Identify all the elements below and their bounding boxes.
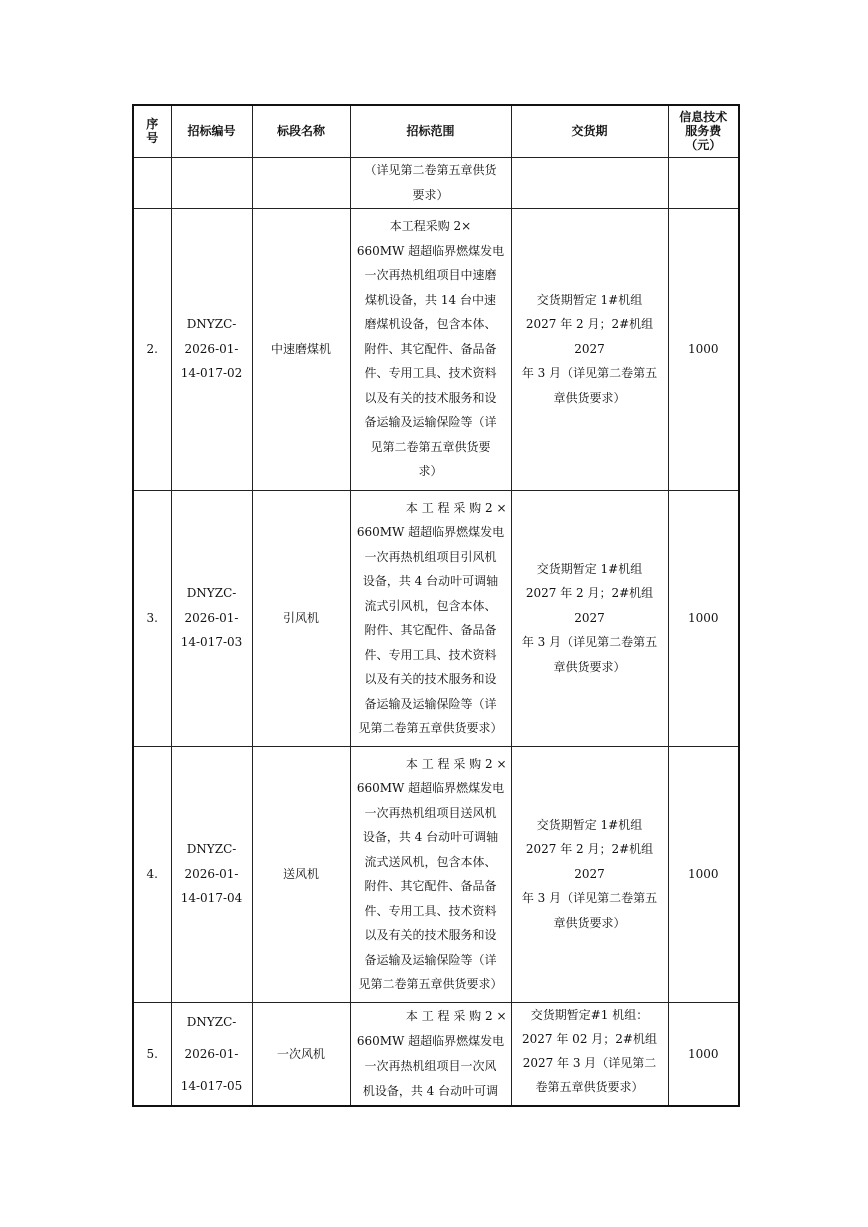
row-delivery-line: 交货期暂定 1#机组 bbox=[536, 561, 643, 576]
header-fee bbox=[668, 105, 739, 157]
row-scope-line: 附件、其它配件、备品备 bbox=[364, 341, 497, 356]
row-delivery-line: 2027 年 2 月；2#机组 2027 bbox=[525, 842, 654, 881]
row-scope-line: 以及有关的技术服务和设 bbox=[364, 672, 497, 686]
cont-scope-line: （详见第二卷第五章供货 bbox=[364, 163, 497, 177]
row-scope-line: 附件、其它配件、备品备 bbox=[364, 879, 497, 893]
header-no-line: 号 bbox=[146, 131, 159, 146]
row-scope bbox=[350, 208, 511, 490]
row-code-line: DNYZC- bbox=[186, 842, 237, 857]
row-delivery-line: 交货期暂定#1 机组： bbox=[530, 1007, 649, 1022]
row-scope-line: 一次再热机组项目中速磨 bbox=[364, 268, 497, 283]
header-code: 招标编号 bbox=[171, 105, 252, 157]
row-delivery-line: 章供货要求） bbox=[553, 915, 626, 930]
row-delivery bbox=[511, 490, 668, 746]
row-scope-line: 备运输及运输保险等（详 bbox=[364, 696, 497, 711]
header-fee-line: （元） bbox=[685, 138, 722, 153]
row-scope-line: 机设备，共 4 台动叶可调 bbox=[362, 1083, 499, 1098]
header-fee-line: 信息技术 bbox=[679, 110, 728, 125]
row-code-line: DNYZC- bbox=[186, 586, 237, 601]
row-scope-line: 件、专用工具、技术资料 bbox=[364, 903, 497, 918]
row-scope-line: 本工程采购 2× bbox=[389, 219, 472, 234]
row-code bbox=[171, 746, 252, 1002]
row-delivery-line: 年 3 月（详见第二卷第五 bbox=[521, 366, 658, 381]
header-no-line: 序 bbox=[146, 117, 159, 132]
row-scope-line: 备运输及运输保险等（详 bbox=[364, 952, 497, 967]
row-name: 一次风机 bbox=[252, 1002, 350, 1106]
row-delivery-line: 交货期暂定 1#机组 bbox=[536, 817, 643, 832]
row-code bbox=[171, 490, 252, 746]
row-name: 引风机 bbox=[252, 490, 350, 746]
row-delivery bbox=[511, 746, 668, 1002]
row-scope-line: 一次再热机组项目送风机 bbox=[364, 805, 497, 820]
row-code-line: 2026-01- bbox=[184, 1046, 239, 1061]
row-scope-line: 流式引风机，包含本体、 bbox=[364, 598, 497, 613]
header-fee-line: 服务费 bbox=[685, 124, 722, 139]
row-delivery bbox=[511, 208, 668, 490]
cont-scope-line: 要求） bbox=[412, 187, 449, 202]
row-code-line: 14-017-02 bbox=[180, 366, 243, 381]
row-fee: 1000 bbox=[668, 1002, 739, 1106]
row-code bbox=[171, 208, 252, 490]
row-code-line: 2026-01- bbox=[184, 341, 239, 356]
row-scope-line: 件、专用工具、技术资料 bbox=[364, 366, 497, 381]
row-scope-line: 见第二卷第五章供货要 bbox=[370, 439, 491, 454]
cont-delivery bbox=[511, 157, 668, 208]
row-scope-line: 本 工 程 采 购 2 × bbox=[405, 756, 507, 771]
cont-scope bbox=[350, 157, 511, 208]
row-scope-line: 煤机设备，共 14 台中速 bbox=[365, 292, 496, 307]
row-scope-line: 设备，共 4 台动叶可调轴 bbox=[362, 830, 499, 844]
row-fee: 1000 bbox=[668, 208, 739, 490]
row-scope-line: 660MW 超超临界燃煤发电 bbox=[356, 525, 505, 539]
bid-table bbox=[132, 104, 740, 1107]
row-scope-line: 见第二卷第五章供货要求） bbox=[358, 977, 503, 991]
row-no: 3. bbox=[133, 490, 171, 746]
row-scope-line: 660MW 超超临界燃煤发电 bbox=[356, 781, 505, 795]
header-delivery: 交货期 bbox=[511, 105, 668, 157]
row-delivery-line: 交货期暂定 1#机组 bbox=[536, 292, 643, 307]
header-row bbox=[133, 105, 739, 157]
row-delivery-line: 卷第五章供货要求） bbox=[535, 1079, 644, 1094]
row-code-line: 2026-01- bbox=[184, 610, 239, 625]
cont-name bbox=[252, 157, 350, 208]
row-scope-line: 设备，共 4 台动叶可调轴 bbox=[362, 574, 499, 588]
row-code-line: DNYZC- bbox=[186, 1014, 237, 1029]
row-delivery-line: 2027 年 2 月；2#机组 2027 bbox=[525, 586, 654, 625]
row-code-line: DNYZC- bbox=[186, 317, 237, 332]
row-delivery-line: 2027 年 02 月；2#机组 bbox=[522, 1031, 657, 1046]
row-no: 5. bbox=[133, 1002, 171, 1106]
row-scope-line: 一次再热机组项目一次风 bbox=[364, 1058, 497, 1073]
row-no: 4. bbox=[133, 746, 171, 1002]
row-delivery-line: 2027 年 2 月；2#机组 2027 bbox=[525, 317, 654, 356]
cont-no bbox=[133, 157, 171, 208]
row-no: 2. bbox=[133, 208, 171, 490]
row-scope-line: 件、专用工具、技术资料 bbox=[364, 647, 497, 662]
row-delivery bbox=[511, 1002, 668, 1106]
row-scope-line: 以及有关的技术服务和设 bbox=[364, 390, 497, 405]
row-code-line: 2026-01- bbox=[184, 866, 239, 881]
row-delivery-line: 章供货要求） bbox=[553, 390, 626, 405]
row-code-line: 14-017-05 bbox=[180, 1078, 243, 1093]
continuation-row bbox=[133, 157, 739, 208]
cont-code bbox=[171, 157, 252, 208]
row-scope-line: 磨煤机设备，包含本体、 bbox=[364, 317, 497, 332]
row-scope-line: 一次再热机组项目引风机 bbox=[364, 549, 497, 564]
row-scope bbox=[350, 490, 511, 746]
row-scope-line: 见第二卷第五章供货要求） bbox=[358, 721, 503, 735]
row-scope bbox=[350, 746, 511, 1002]
header-no bbox=[133, 105, 171, 157]
row-code bbox=[171, 1002, 252, 1106]
row-scope-line: 求） bbox=[418, 464, 443, 479]
row-scope-line: 附件、其它配件、备品备 bbox=[364, 623, 497, 637]
row-scope-line: 以及有关的技术服务和设 bbox=[364, 928, 497, 942]
row-scope-line: 660MW 超超临界燃煤发电 bbox=[356, 1033, 505, 1048]
row-code-line: 14-017-04 bbox=[180, 891, 243, 906]
row-scope bbox=[350, 1002, 511, 1106]
row-delivery-line: 年 3 月（详见第二卷第五 bbox=[521, 891, 658, 906]
row-fee: 1000 bbox=[668, 746, 739, 1002]
table-row bbox=[133, 746, 739, 1002]
row-delivery-line: 年 3 月（详见第二卷第五 bbox=[521, 635, 658, 650]
row-scope-line: 本 工 程 采 购 2 × bbox=[405, 500, 507, 515]
row-scope-line: 流式送风机，包含本体、 bbox=[364, 854, 497, 869]
table-row bbox=[133, 1002, 739, 1106]
row-delivery-line: 章供货要求） bbox=[553, 659, 626, 674]
row-name: 送风机 bbox=[252, 746, 350, 1002]
table-row bbox=[133, 490, 739, 746]
header-name: 标段名称 bbox=[252, 105, 350, 157]
row-name: 中速磨煤机 bbox=[252, 208, 350, 490]
row-code-line: 14-017-03 bbox=[180, 635, 243, 650]
row-delivery-line: 2027 年 3 月（详见第二 bbox=[522, 1055, 657, 1070]
row-scope-line: 660MW 超超临界燃煤发电 bbox=[356, 243, 505, 258]
row-fee: 1000 bbox=[668, 490, 739, 746]
cont-fee bbox=[668, 157, 739, 208]
table-row bbox=[133, 208, 739, 490]
row-scope-line: 本 工 程 采 购 2 × bbox=[405, 1008, 507, 1023]
header-scope: 招标范围 bbox=[350, 105, 511, 157]
row-scope-line: 备运输及运输保险等（详 bbox=[364, 415, 497, 430]
